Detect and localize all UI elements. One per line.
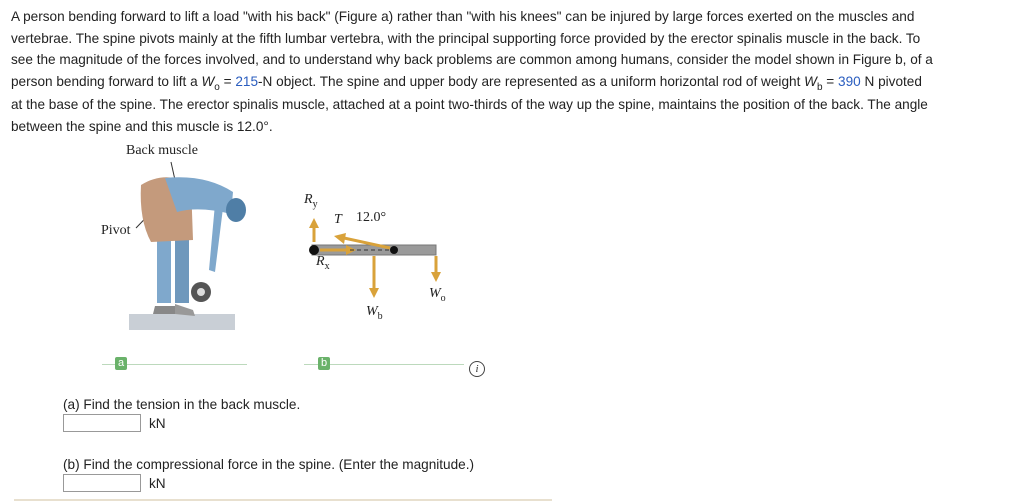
wo-value: 215 (235, 73, 259, 89)
t-label (334, 212, 342, 228)
problem-line-2: vertebrae. The spine pivots mainly at the fifth lumbar vertebra, with the principal supporting force provided by the erector spinalis muscle in the back. To (11, 30, 921, 46)
ry-sub: y (312, 198, 318, 210)
wb-subscript: b (816, 81, 823, 93)
figure-a (95, 140, 255, 340)
problem-line-3: see the magnitude of the forces involved, and to understand why back problems are common among humans, consider the model shown in Figure b, of a (11, 52, 933, 67)
t-letter: T (334, 212, 342, 227)
line4-pre: person bending forward to lift a (11, 73, 202, 89)
back-muscle-label: Back muscle (126, 143, 198, 158)
arm (209, 204, 223, 272)
leg-front (175, 235, 189, 303)
question-b-text: (b) Find the compressional force in the spine. (Enter the magnitude.) (63, 457, 475, 472)
wo-sub: o (440, 292, 446, 304)
problem-line-1: A person bending forward to lift a load "with his back" (Figure a) rather than "with his knees" can be injured by large forces exerted on the muscles and (11, 9, 915, 24)
person-illustration (95, 140, 255, 340)
wb-value: 390 (838, 73, 861, 89)
wo-symbol: W (201, 73, 215, 89)
wb-letter: W (366, 304, 378, 319)
back-muscle-pointer (171, 162, 175, 180)
rx-sub: x (324, 260, 330, 272)
problem-statement (11, 6, 1013, 137)
problem-line-4 (11, 71, 1013, 95)
bottom-divider (14, 499, 552, 501)
muscle-attachment (390, 246, 398, 254)
rx-label (316, 254, 330, 272)
question-a-text: (a) Find the tension in the back muscle. (63, 397, 301, 412)
tag-a: a (115, 357, 127, 370)
line4-post: N pivoted (860, 73, 922, 89)
shoe-back (153, 306, 177, 314)
answer-a-input[interactable] (63, 414, 141, 432)
wb-equals: = (822, 73, 839, 89)
floor (129, 314, 235, 330)
wo-subscript: o (214, 81, 220, 93)
wo-letter: W (429, 286, 441, 301)
wo-label (429, 286, 446, 304)
answer-b-unit: kN (149, 476, 166, 491)
rx-letter: R (316, 254, 325, 269)
shoe-front (175, 304, 195, 316)
answer-b-input[interactable] (63, 474, 141, 492)
problem-line-6: between the spine and this muscle is 12.0°. (11, 118, 273, 134)
angle-label: 12.0° (356, 210, 387, 225)
leg-back (157, 235, 171, 303)
wo-equals: = (219, 73, 236, 89)
ry-letter: R (304, 192, 313, 207)
wb-sub: b (377, 310, 383, 322)
problem-line-5: at the base of the spine. The erector spinalis muscle, attached at a point two-thirds of the way up the spine, maintains the position of the back. The angle (11, 97, 928, 112)
info-icon[interactable]: i (469, 361, 485, 377)
tag-b: b (318, 357, 330, 370)
wb-symbol: W (804, 73, 817, 89)
wb-label (366, 304, 383, 322)
figure-b (290, 190, 470, 340)
head (226, 198, 246, 222)
pivot-label: Pivot (101, 223, 131, 238)
ry-label (304, 192, 318, 210)
line4-mid: -N object. The spine and upper body are represented as a uniform horizontal rod of weight (258, 73, 805, 89)
answer-a-unit: kN (149, 416, 166, 431)
